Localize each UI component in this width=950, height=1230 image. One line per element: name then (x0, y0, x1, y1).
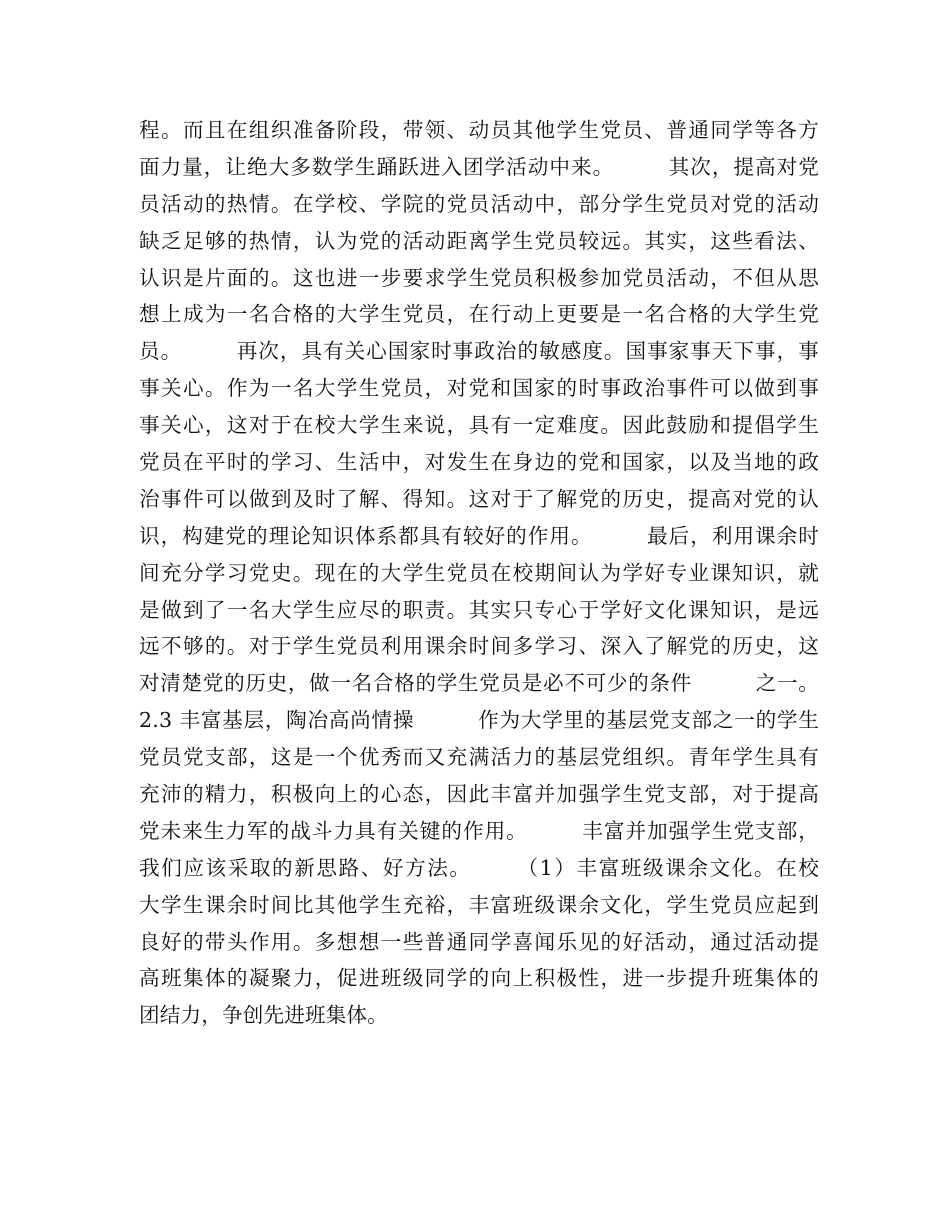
text-line: 认识是片面的。这也进一步要求学生党员积极参加党员活动，不但从思 (139, 265, 819, 290)
text-line: 我们应该采取的新思路、好方法。 （1）丰富班级课余文化。在校 (139, 855, 819, 880)
text-line: 想上成为一名合格的大学生党员，在行动上更要是一名合格的大学生党 (139, 302, 819, 327)
text-line: 间充分学习党史。现在的大学生党员在校期间认为学好专业课知识，就 (139, 560, 819, 585)
text-line: 远不够的。对于学生党员利用课余时间多学习、深入了解党的历史，这 (139, 634, 819, 659)
text-line: 党员党支部，这是一个优秀而又充满活力的基层党组织。青年学生具有 (139, 745, 819, 770)
text-line: 缺乏足够的热情，认为党的活动距离学生党员较远。其实，这些看法、 (139, 228, 819, 253)
text-line: 党未来生力军的战斗力具有关键的作用。 丰富并加强学生党支部， (139, 818, 819, 843)
text-line: 事关心，这对于在校大学生来说，具有一定难度。因此鼓励和提倡学生 (139, 413, 819, 438)
text-line: 识，构建党的理论知识体系都具有较好的作用。 最后，利用课余时 (139, 523, 819, 548)
text-line: 程。而且在组织准备阶段，带领、动员其他学生党员、普通同学等各方 (139, 118, 819, 142)
body-text (139, 112, 819, 1034)
text-line: 党员在平时的学习、生活中，对发生在身边的党和国家，以及当地的政 (139, 450, 819, 475)
text-line: 对清楚党的历史，做一名合格的学生党员是必不可少的条件 之一。 (139, 671, 819, 696)
text-line: 良好的带头作用。多想想一些普通同学喜闻乐见的好活动，通过活动提 (139, 929, 819, 954)
text-line: 大学生课余时间比其他学生充裕，丰富班级课余文化，学生党员应起到 (139, 892, 819, 917)
text-line: 高班集体的凝聚力，促进班级同学的向上积极性，进一步提升班集体的 (139, 966, 819, 991)
text-line: 面力量，让绝大多数学生踊跃进入团学活动中来。 其次，提高对党 (139, 154, 819, 179)
text-line: 充沛的精力，积极向上的心态，因此丰富并加强学生党支部，对于提高 (139, 782, 819, 807)
section-heading-line: 2.3 丰富基层，陶冶高尚情操 作为大学里的基层党支部之一的学生 (139, 708, 819, 733)
text-line: 治事件可以做到及时了解、得知。这对于了解党的历史，提高对党的认 (139, 486, 819, 511)
text-line: 员。 再次，具有关心国家时事政治的敏感度。国事家事天下事，事 (139, 339, 819, 364)
text-line: 事关心。作为一名大学生党员，对党和国家的时事政治事件可以做到事 (139, 376, 819, 401)
text-line: 团结力，争创先进班集体。 (139, 1003, 388, 1028)
text-line: 员活动的热情。在学校、学院的党员活动中，部分学生党员对党的活动 (139, 191, 819, 216)
text-line: 是做到了一名大学生应尽的职责。其实只专心于学好文化课知识，是远 (139, 597, 819, 622)
